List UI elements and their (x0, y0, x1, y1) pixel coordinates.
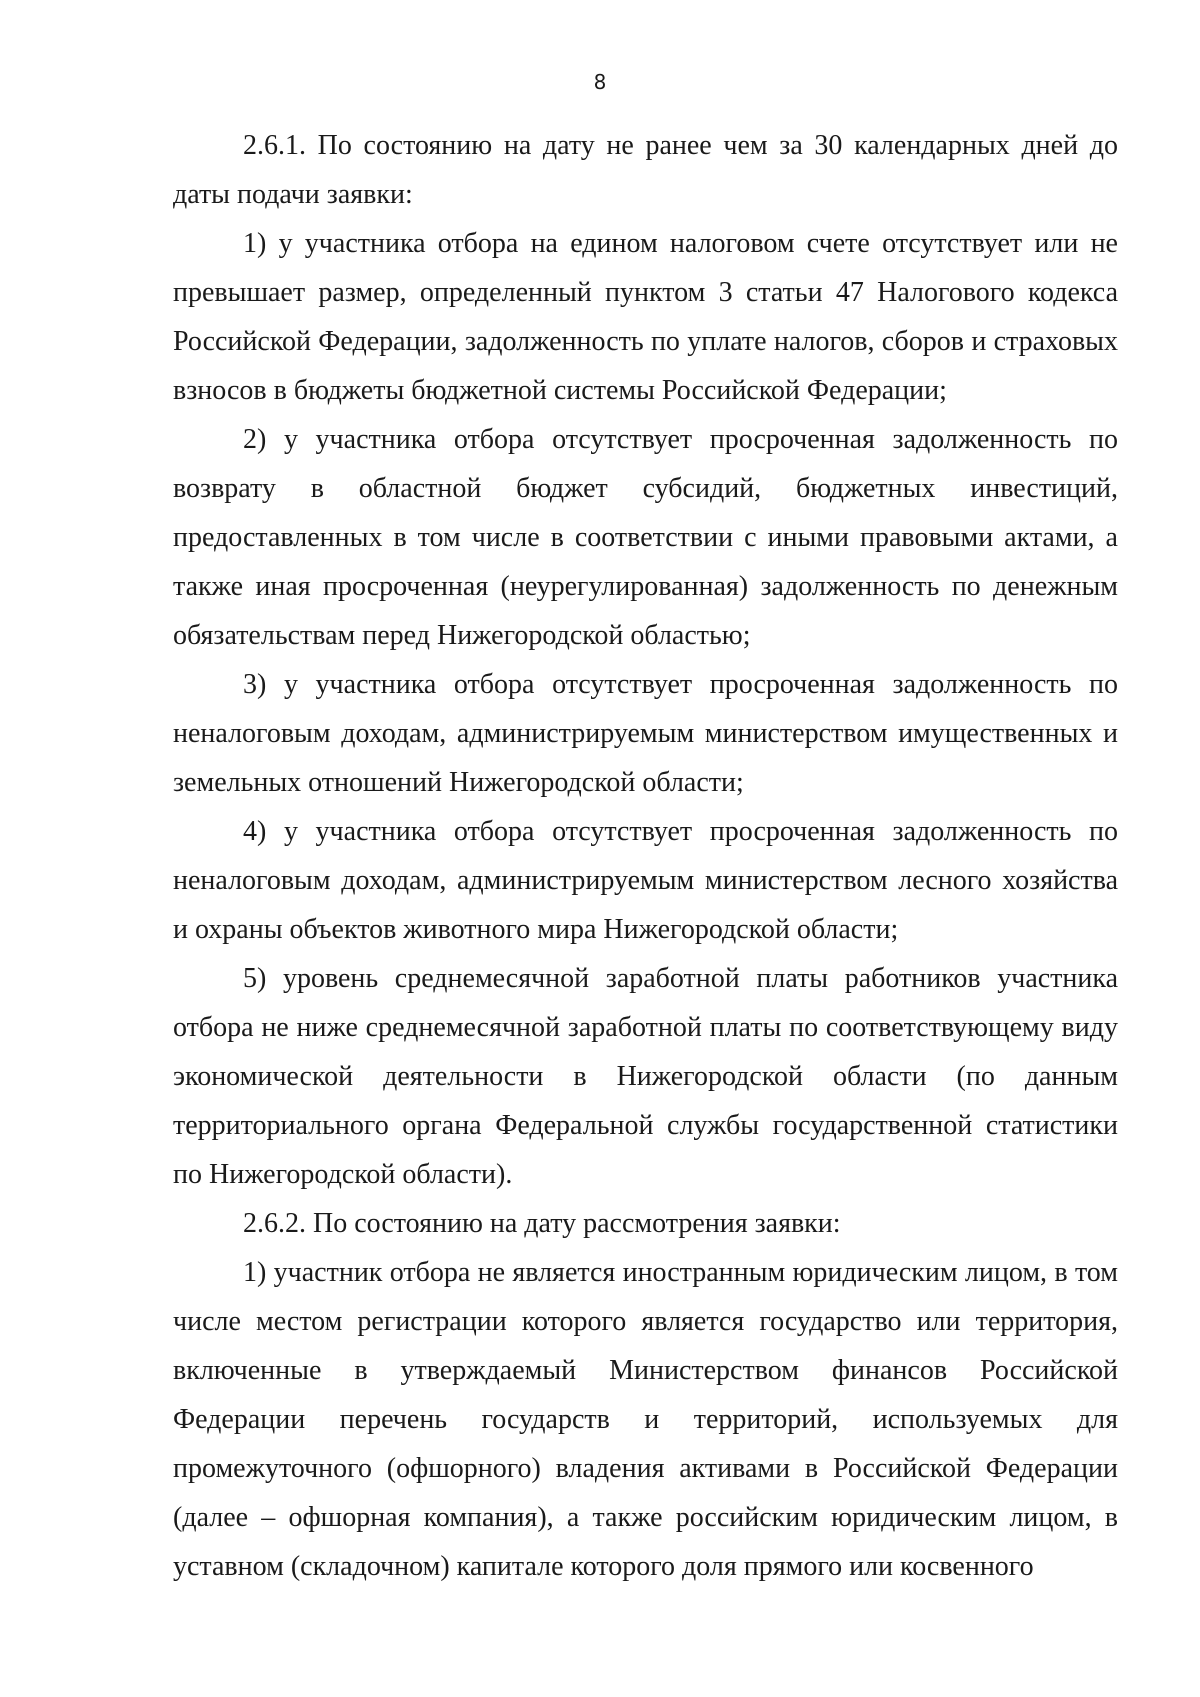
paragraph-item-3-property-ministry: 3) у участника отбора отсутствует просроченная задолженность по неналоговым доходам, администрируемым министерством имущественных и земельных отношений Нижегородской области; (173, 669, 1118, 798)
paragraph-item-4-forestry-ministry: 4) у участника отбора отсутствует просроченная задолженность по неналоговым доходам, администрируемым министерством лесного хозяйства и охраны объектов животного мира Нижегородской области; (173, 816, 1118, 945)
document-body (173, 121, 1118, 1591)
paragraph-item-5-salary-level: 5) уровень среднемесячной заработной платы работников участника отбора не ниже среднемесячной заработной платы по соответствующему виду экономической деятельности в Нижегородской области (по данным территориального органа Федеральной службы государственной статистики по Нижегородской области). (173, 963, 1118, 1190)
paragraph-2-6-1: 2.6.1. По состоянию на дату не ранее чем за 30 календарных дней до даты подачи заявки: (173, 130, 1118, 210)
paragraph-item-1-tax-debt: 1) у участника отбора на едином налоговом счете отсутствует или не превышает размер, определенный пунктом 3 статьи 47 Налогового кодекса Российской Федерации, задолженность по уплате налогов, сборов и страховых взносов в бюджеты бюджетной системы Российской Федерации; (173, 228, 1118, 406)
paragraph-item-2-regional-debt: 2) у участника отбора отсутствует просроченная задолженность по возврату в областной бюджет субсидий, бюджетных инвестиций, предоставленных в том числе в соответствии с иными правовыми актами, а также иная просроченная (неурегулированная) задолженность по денежным обязательствам перед Нижегородской областью; (173, 424, 1118, 651)
page-number: 8 (593, 70, 607, 94)
paragraph-2-6-2: 2.6.2. По состоянию на дату рассмотрения заявки: (243, 1208, 841, 1239)
paragraph-item-1-offshore: 1) участник отбора не является иностранным юридическим лицом, в том числе местом регистрации которого является государство или территория, включенные в утверждаемый Министерством финансов Российской Федерации перечень государств и территорий, используемых для промежуточного (офшорного) владения активами в Российской Федерации (далее – офшорная компания), а также российским юридическим лицом, в уставном (складочном) капитале которого доля прямого или косвенного (173, 1257, 1118, 1582)
